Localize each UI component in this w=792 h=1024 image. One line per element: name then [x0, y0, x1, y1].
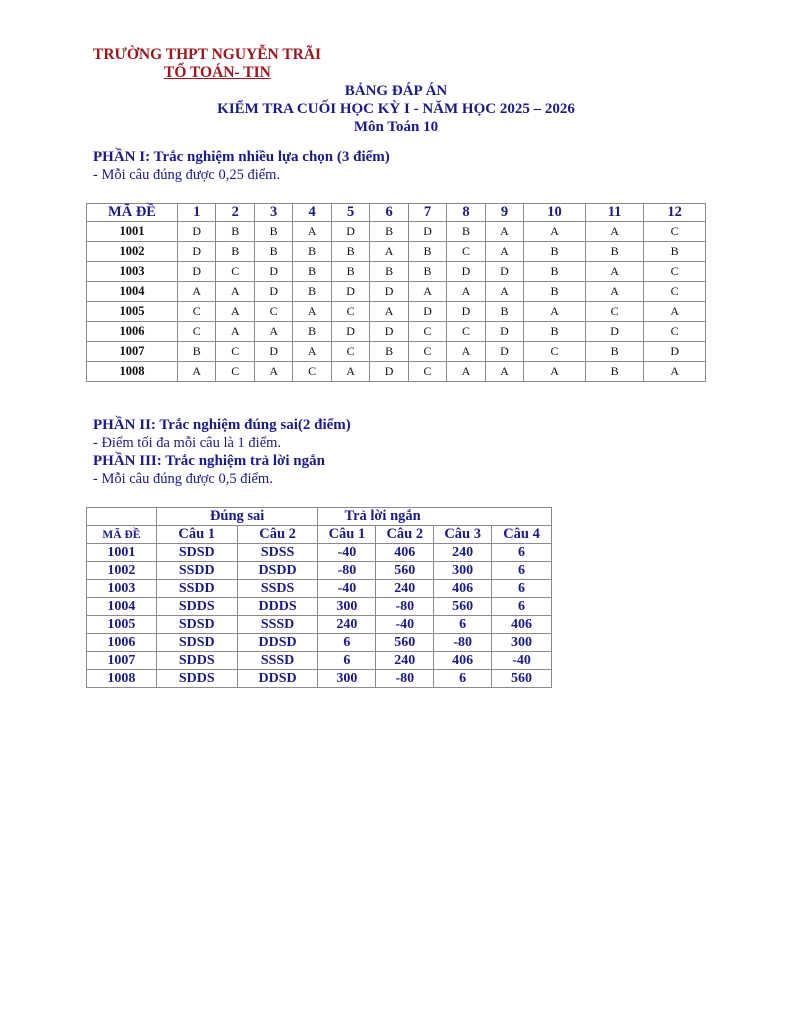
- answer-cell: 560: [376, 562, 434, 580]
- exam-code-cell: 1004: [87, 282, 178, 302]
- answer-cell: 6: [492, 562, 552, 580]
- answer-cell: B: [644, 242, 706, 262]
- answer-cell: C: [644, 282, 706, 302]
- column-header-ma-de: MÃ ĐỀ: [87, 526, 157, 544]
- group-header-dung-sai: Đúng sai: [156, 508, 318, 526]
- answer-cell: A: [644, 302, 706, 322]
- answer-cell: DDDS: [237, 598, 318, 616]
- answer-cell: B: [293, 262, 331, 282]
- column-header-question: 6: [370, 204, 408, 222]
- answer-cell: D: [485, 322, 523, 342]
- answer-cell: D: [408, 222, 446, 242]
- answer-cell: D: [254, 262, 292, 282]
- table-row: [87, 634, 552, 652]
- table-header-row: [87, 526, 552, 544]
- answer-cell: 6: [492, 544, 552, 562]
- answer-cell: SSDS: [237, 580, 318, 598]
- exam-code-cell: 1006: [87, 634, 157, 652]
- answer-cell: SDDS: [156, 670, 237, 688]
- part1-heading: PHẦN I: Trắc nghiệm nhiều lựa chọn (3 điểm): [93, 149, 390, 165]
- answer-cell: A: [485, 242, 523, 262]
- answer-cell: C: [178, 322, 216, 342]
- answer-cell: A: [216, 302, 254, 322]
- answer-cell: SSSD: [237, 616, 318, 634]
- empty-corner-cell: [87, 508, 157, 526]
- answer-cell: B: [293, 282, 331, 302]
- answer-cell: 6: [492, 580, 552, 598]
- answer-cell: B: [293, 322, 331, 342]
- answer-cell: B: [585, 362, 643, 382]
- answer-cell: D: [485, 342, 523, 362]
- column-header-question: 5: [331, 204, 369, 222]
- answer-cell: DDSD: [237, 634, 318, 652]
- table-row: [87, 322, 706, 342]
- answer-cell: A: [331, 362, 369, 382]
- answer-cell: C: [331, 302, 369, 322]
- answer-cell: 6: [492, 598, 552, 616]
- answer-cell: 300: [492, 634, 552, 652]
- answer-cell: SDSS: [237, 544, 318, 562]
- answer-cell: SSDD: [156, 562, 237, 580]
- multiple-choice-answer-table: [86, 203, 706, 382]
- table-row: [87, 242, 706, 262]
- answer-cell: B: [370, 222, 408, 242]
- answer-cell: A: [447, 362, 485, 382]
- answer-cell: D: [447, 262, 485, 282]
- answer-cell: A: [216, 322, 254, 342]
- answer-cell: B: [254, 222, 292, 242]
- answer-cell: D: [331, 282, 369, 302]
- answer-cell: C: [408, 342, 446, 362]
- table-group-header-row: [87, 508, 552, 526]
- answer-cell: A: [485, 362, 523, 382]
- answer-cell: A: [524, 362, 586, 382]
- answer-cell: A: [293, 302, 331, 322]
- answer-cell: C: [254, 302, 292, 322]
- answer-cell: C: [644, 222, 706, 242]
- column-header-question: 2: [216, 204, 254, 222]
- table-header-row: [87, 204, 706, 222]
- answer-cell: C: [331, 342, 369, 362]
- group-header-filler: [434, 508, 552, 526]
- table-row: [87, 670, 552, 688]
- exam-code-cell: 1001: [87, 544, 157, 562]
- answer-cell: 406: [492, 616, 552, 634]
- answer-cell: C: [178, 302, 216, 322]
- answer-cell: B: [331, 262, 369, 282]
- answer-cell: C: [524, 342, 586, 362]
- answer-cell: B: [408, 262, 446, 282]
- answer-cell: D: [254, 282, 292, 302]
- answer-cell: A: [254, 322, 292, 342]
- exam-code-cell: 1003: [87, 580, 157, 598]
- answer-cell: 6: [434, 616, 492, 634]
- answer-cell: D: [370, 362, 408, 382]
- answer-cell: B: [370, 342, 408, 362]
- column-header-question: 1: [178, 204, 216, 222]
- exam-code-cell: 1005: [87, 302, 178, 322]
- answer-cell: A: [293, 222, 331, 242]
- answer-cell: -80: [318, 562, 376, 580]
- answer-cell: B: [254, 242, 292, 262]
- answer-cell: B: [178, 342, 216, 362]
- column-header-question: Câu 2: [376, 526, 434, 544]
- exam-code-cell: 1005: [87, 616, 157, 634]
- column-header-question: 10: [524, 204, 586, 222]
- column-header-ma-de: MÃ ĐỀ: [87, 204, 178, 222]
- group-header-tra-loi-ngan: Trả lời ngắn: [318, 508, 434, 526]
- answer-cell: 240: [376, 580, 434, 598]
- table-row: [87, 598, 552, 616]
- exam-code-cell: 1007: [87, 652, 157, 670]
- exam-code-cell: 1002: [87, 562, 157, 580]
- answer-cell: D: [370, 322, 408, 342]
- answer-cell: -80: [434, 634, 492, 652]
- answer-cell: D: [408, 302, 446, 322]
- column-header-question: Câu 1: [318, 526, 376, 544]
- answer-cell: D: [370, 282, 408, 302]
- answer-cell: DSDD: [237, 562, 318, 580]
- answer-cell: C: [408, 322, 446, 342]
- answer-cell: -40: [318, 544, 376, 562]
- answer-cell: A: [178, 282, 216, 302]
- answer-cell: SDSD: [156, 634, 237, 652]
- subject-name: Môn Toán 10: [353, 119, 439, 135]
- answer-cell: A: [585, 222, 643, 242]
- answer-cell: -80: [376, 670, 434, 688]
- table-row: [87, 262, 706, 282]
- answer-cell: B: [524, 262, 586, 282]
- table-row: [87, 580, 552, 598]
- answer-cell: B: [408, 242, 446, 262]
- answer-cell: B: [370, 262, 408, 282]
- answer-cell: A: [370, 302, 408, 322]
- answer-cell: A: [408, 282, 446, 302]
- answer-cell: A: [485, 282, 523, 302]
- table-row: [87, 342, 706, 362]
- part3-heading: PHẦN III: Trắc nghiệm trả lời ngắn: [93, 453, 325, 469]
- answer-cell: -40: [318, 580, 376, 598]
- answer-cell: D: [331, 322, 369, 342]
- true-false-short-answer-table: [86, 507, 552, 688]
- exam-code-cell: 1003: [87, 262, 178, 282]
- answer-cell: C: [216, 262, 254, 282]
- column-header-question: 9: [485, 204, 523, 222]
- answer-cell: D: [447, 302, 485, 322]
- department-name: TỔ TOÁN- TIN: [164, 64, 271, 81]
- answer-cell: A: [447, 342, 485, 362]
- exam-code-cell: 1008: [87, 362, 178, 382]
- answer-cell: C: [408, 362, 446, 382]
- answer-cell: A: [293, 342, 331, 362]
- table-row: [87, 222, 706, 242]
- answer-cell: 560: [492, 670, 552, 688]
- answer-cell: A: [524, 302, 586, 322]
- answer-cell: A: [585, 282, 643, 302]
- answer-cell: B: [585, 242, 643, 262]
- exam-code-cell: 1004: [87, 598, 157, 616]
- answer-cell: 406: [434, 652, 492, 670]
- table-row: [87, 652, 552, 670]
- table-row: [87, 282, 706, 302]
- answer-cell: -80: [376, 598, 434, 616]
- answer-cell: 560: [434, 598, 492, 616]
- answer-cell: -40: [492, 652, 552, 670]
- answer-cell: 300: [318, 670, 376, 688]
- column-header-question: 4: [293, 204, 331, 222]
- answer-cell: D: [178, 222, 216, 242]
- exam-code-cell: 1006: [87, 322, 178, 342]
- table-row: [87, 302, 706, 322]
- answer-cell: C: [585, 302, 643, 322]
- table-row: [87, 616, 552, 634]
- answer-cell: A: [485, 222, 523, 242]
- part2-note: - Điểm tối đa mỗi câu là 1 điểm.: [93, 435, 282, 451]
- answer-cell: 240: [376, 652, 434, 670]
- exam-code-cell: 1001: [87, 222, 178, 242]
- answer-cell: B: [216, 222, 254, 242]
- answer-cell: C: [644, 322, 706, 342]
- answer-cell: SDSD: [156, 616, 237, 634]
- part1-note: - Mỗi câu đúng được 0,25 điểm.: [93, 167, 281, 183]
- answer-cell: B: [485, 302, 523, 322]
- answer-cell: D: [585, 322, 643, 342]
- answer-cell: A: [178, 362, 216, 382]
- column-header-question: 3: [254, 204, 292, 222]
- answer-cell: C: [216, 342, 254, 362]
- part3-note: - Mỗi câu đúng được 0,5 điểm.: [93, 471, 273, 487]
- answer-cell: DDSD: [237, 670, 318, 688]
- exam-code-cell: 1008: [87, 670, 157, 688]
- answer-cell: B: [447, 222, 485, 242]
- school-name: TRƯỜNG THPT NGUYỄN TRÃI: [93, 46, 322, 63]
- document-title: BẢNG ĐÁP ÁN: [344, 83, 448, 99]
- document-subtitle: KIỂM TRA CUỐI HỌC KỲ I - NĂM HỌC 2025 – 2026: [217, 101, 575, 117]
- answer-cell: 6: [434, 670, 492, 688]
- column-header-question: 7: [408, 204, 446, 222]
- answer-cell: B: [216, 242, 254, 262]
- answer-cell: 406: [376, 544, 434, 562]
- column-header-question: 12: [644, 204, 706, 222]
- answer-cell: A: [447, 282, 485, 302]
- answer-cell: C: [216, 362, 254, 382]
- answer-cell: C: [293, 362, 331, 382]
- answer-cell: 240: [434, 544, 492, 562]
- answer-cell: 240: [318, 616, 376, 634]
- answer-cell: A: [216, 282, 254, 302]
- answer-cell: A: [370, 242, 408, 262]
- answer-cell: D: [254, 342, 292, 362]
- answer-cell: A: [254, 362, 292, 382]
- column-header-question: 11: [585, 204, 643, 222]
- exam-code-cell: 1002: [87, 242, 178, 262]
- column-header-question: 8: [447, 204, 485, 222]
- table-row: [87, 562, 552, 580]
- column-header-question: Câu 3: [434, 526, 492, 544]
- answer-cell: 560: [376, 634, 434, 652]
- part2-heading: PHẦN II: Trắc nghiệm đúng sai(2 điểm): [93, 417, 351, 433]
- answer-cell: C: [644, 262, 706, 282]
- answer-cell: SSSD: [237, 652, 318, 670]
- answer-cell: D: [331, 222, 369, 242]
- answer-cell: A: [585, 262, 643, 282]
- column-header-question: Câu 4: [492, 526, 552, 544]
- table-row: [87, 362, 706, 382]
- answer-cell: D: [178, 242, 216, 262]
- answer-cell: B: [524, 322, 586, 342]
- answer-cell: SDDS: [156, 598, 237, 616]
- answer-cell: 300: [434, 562, 492, 580]
- answer-cell: SSDD: [156, 580, 237, 598]
- answer-cell: D: [644, 342, 706, 362]
- answer-cell: B: [293, 242, 331, 262]
- answer-cell: B: [524, 242, 586, 262]
- answer-cell: 6: [318, 634, 376, 652]
- answer-cell: -40: [376, 616, 434, 634]
- answer-cell: B: [524, 282, 586, 302]
- answer-cell: 406: [434, 580, 492, 598]
- answer-cell: B: [585, 342, 643, 362]
- answer-cell: D: [178, 262, 216, 282]
- exam-code-cell: 1007: [87, 342, 178, 362]
- answer-cell: A: [644, 362, 706, 382]
- answer-cell: C: [447, 322, 485, 342]
- answer-cell: C: [447, 242, 485, 262]
- answer-cell: D: [485, 262, 523, 282]
- answer-cell: 300: [318, 598, 376, 616]
- table-row: [87, 544, 552, 562]
- answer-cell: SDDS: [156, 652, 237, 670]
- answer-cell: B: [331, 242, 369, 262]
- answer-cell: A: [524, 222, 586, 242]
- column-header-question: Câu 2: [237, 526, 318, 544]
- answer-cell: 6: [318, 652, 376, 670]
- answer-cell: SDSD: [156, 544, 237, 562]
- column-header-question: Câu 1: [156, 526, 237, 544]
